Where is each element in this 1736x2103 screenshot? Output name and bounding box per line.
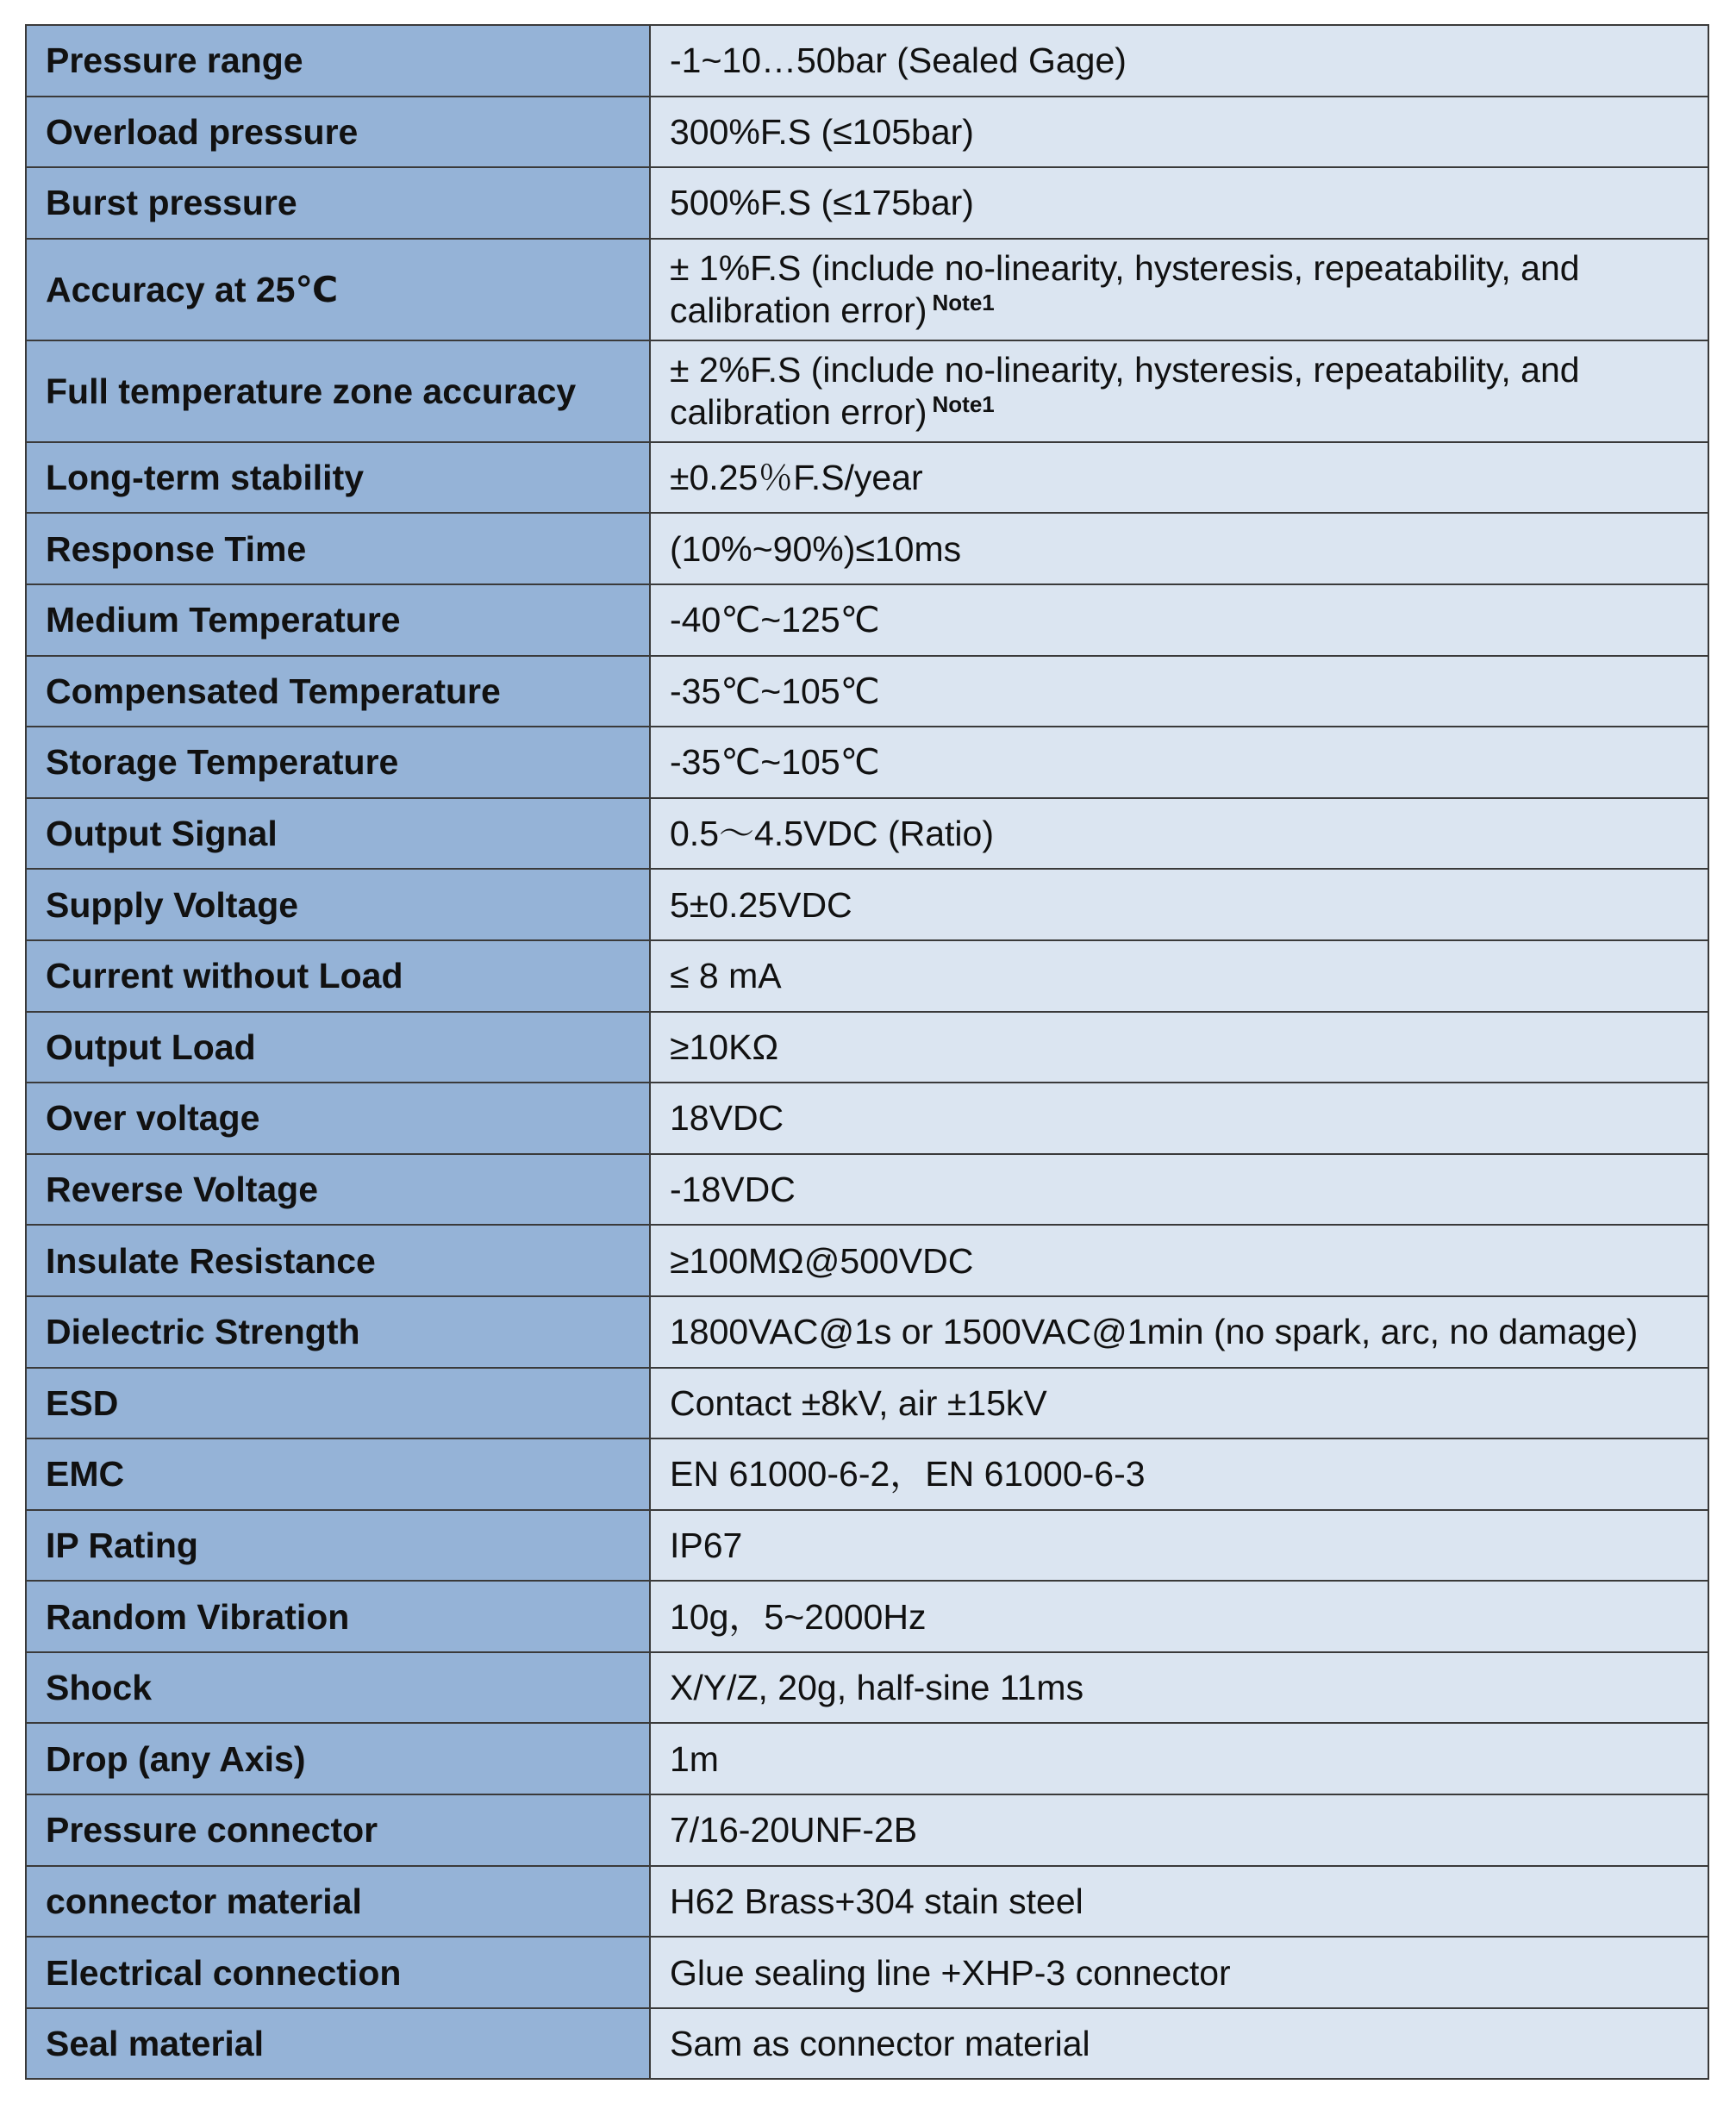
- table-row: [26, 167, 1708, 239]
- param-label: Drop (any Axis): [26, 1723, 650, 1794]
- param-label: EMC: [26, 1438, 650, 1510]
- param-label: Over voltage: [26, 1083, 650, 1154]
- param-value: 0.5～4.5VDC (Ratio): [650, 798, 1708, 870]
- param-value: -1~10…50bar (Sealed Gage): [650, 25, 1708, 97]
- table-row: [26, 442, 1708, 514]
- table-row: [26, 1368, 1708, 1439]
- param-label: Random Vibration: [26, 1581, 650, 1652]
- param-value: 1800VAC@1s or 1500VAC@1min (no spark, arc, no damage): [650, 1296, 1708, 1368]
- spec-table: [25, 24, 1709, 2080]
- param-label: Dielectric Strength: [26, 1296, 650, 1368]
- param-label: ESD: [26, 1368, 650, 1439]
- param-value: Sam as connector material: [650, 2008, 1708, 2080]
- param-value: 18VDC: [650, 1083, 1708, 1154]
- param-label: Current without Load: [26, 940, 650, 1012]
- note-reference: Note1: [932, 390, 995, 417]
- param-label: Medium Temperature: [26, 584, 650, 656]
- table-row: [26, 1723, 1708, 1794]
- table-row: [26, 1154, 1708, 1226]
- table-row: [26, 584, 1708, 656]
- table-row: [26, 940, 1708, 1012]
- param-label: Overload pressure: [26, 97, 650, 168]
- param-value: 5±0.25VDC: [650, 869, 1708, 940]
- param-value: ±0.25％F.S/year: [650, 442, 1708, 514]
- param-value: 1m: [650, 1723, 1708, 1794]
- param-label: Shock: [26, 1652, 650, 1724]
- param-value: -35℃~105℃: [650, 727, 1708, 798]
- table-row: [26, 1296, 1708, 1368]
- table-row: [26, 1012, 1708, 1083]
- param-label: Electrical connection: [26, 1937, 650, 2008]
- param-value: ± 1%F.S (include no-linearity, hysteresis, repeatability, and calibration error): [670, 247, 1580, 330]
- param-value: Glue sealing line +XHP-3 connector: [650, 1937, 1708, 2008]
- param-value-cell: [650, 239, 1708, 340]
- param-value: ≥10KΩ: [650, 1012, 1708, 1083]
- param-value: ≤ 8 mA: [650, 940, 1708, 1012]
- table-row: [26, 239, 1708, 340]
- param-value: (10%~90%)≤10ms: [650, 513, 1708, 584]
- table-row: [26, 727, 1708, 798]
- param-label: connector material: [26, 1866, 650, 1938]
- param-label: Burst pressure: [26, 167, 650, 239]
- param-value: X/Y/Z, 20g, half-sine 11ms: [650, 1652, 1708, 1724]
- param-value: -18VDC: [650, 1154, 1708, 1226]
- param-value: 300%F.S (≤105bar): [650, 97, 1708, 168]
- param-value: -35℃~105℃: [650, 656, 1708, 727]
- spec-table-body: [26, 25, 1708, 2079]
- note-reference: Note1: [932, 289, 995, 315]
- param-value: 500%F.S (≤175bar): [650, 167, 1708, 239]
- param-label: IP Rating: [26, 1510, 650, 1582]
- param-value: EN 61000-6-2，EN 61000-6-3: [650, 1438, 1708, 1510]
- table-row: [26, 1083, 1708, 1154]
- param-value-cell: [650, 340, 1708, 442]
- param-label: Response Time: [26, 513, 650, 584]
- param-label: Output Load: [26, 1012, 650, 1083]
- table-row: [26, 1937, 1708, 2008]
- param-value: ± 2%F.S (include no-linearity, hysteresis, repeatability, and calibration error): [670, 349, 1580, 432]
- param-label: Pressure connector: [26, 1794, 650, 1866]
- table-row: [26, 656, 1708, 727]
- param-label: Insulate Resistance: [26, 1225, 650, 1296]
- param-label: Full temperature zone accuracy: [26, 340, 650, 442]
- param-label: Long-term stability: [26, 442, 650, 514]
- table-row: [26, 1225, 1708, 1296]
- table-row: [26, 869, 1708, 940]
- param-value: ≥100MΩ@500VDC: [650, 1225, 1708, 1296]
- param-value: 10g，5~2000Hz: [650, 1581, 1708, 1652]
- table-row: [26, 2008, 1708, 2080]
- table-row: [26, 798, 1708, 870]
- table-row: [26, 1581, 1708, 1652]
- param-label: Reverse Voltage: [26, 1154, 650, 1226]
- param-value: -40℃~125℃: [650, 584, 1708, 656]
- param-label: Compensated Temperature: [26, 656, 650, 727]
- param-value: IP67: [650, 1510, 1708, 1582]
- table-row: [26, 340, 1708, 442]
- param-label: Pressure range: [26, 25, 650, 97]
- param-value: Contact ±8kV, air ±15kV: [650, 1368, 1708, 1439]
- table-row: [26, 1652, 1708, 1724]
- table-row: [26, 97, 1708, 168]
- table-row: [26, 25, 1708, 97]
- param-label: Seal material: [26, 2008, 650, 2080]
- param-label: Storage Temperature: [26, 727, 650, 798]
- param-label: Supply Voltage: [26, 869, 650, 940]
- table-row: [26, 1866, 1708, 1938]
- table-row: [26, 513, 1708, 584]
- param-value: H62 Brass+304 stain steel: [650, 1866, 1708, 1938]
- table-row: [26, 1794, 1708, 1866]
- table-row: [26, 1438, 1708, 1510]
- param-label: Accuracy at 25℃: [26, 239, 650, 340]
- param-value: 7/16-20UNF-2B: [650, 1794, 1708, 1866]
- param-label: Output Signal: [26, 798, 650, 870]
- table-row: [26, 1510, 1708, 1582]
